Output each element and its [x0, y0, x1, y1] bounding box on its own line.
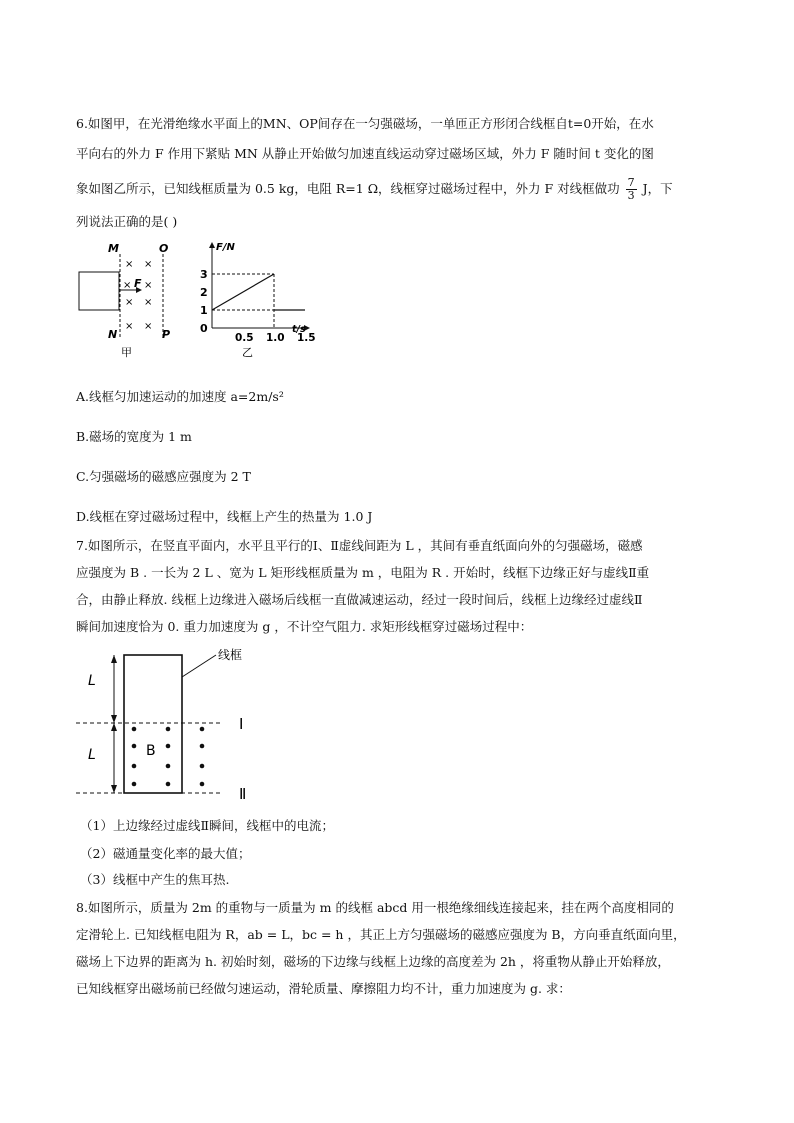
- y-axis-arrow: [209, 242, 215, 248]
- field-label-b: B: [146, 743, 156, 759]
- dim-arrow: [111, 785, 117, 793]
- q7-line-3: 合，由静止释放. 线框上边缘进入磁场后线框一直做减速运动，经过一段时间后，线框上边缘经过虚线Ⅱ: [76, 592, 643, 607]
- field-cross: ×: [125, 297, 134, 308]
- field-cross: ×: [123, 280, 132, 291]
- field-dot: [200, 782, 205, 787]
- field-dot: [132, 727, 137, 732]
- q6-line-3: [76, 177, 673, 202]
- field-dot: [200, 727, 205, 732]
- label-o: O: [159, 242, 169, 255]
- field-cross: ×: [144, 280, 153, 291]
- y-tick-label: 1: [200, 304, 208, 317]
- data-segment-1: [212, 274, 274, 310]
- y-tick-label: 0: [200, 322, 208, 335]
- rectangular-coil: [124, 655, 182, 793]
- field-cross: ×: [144, 259, 153, 270]
- dim-arrow: [111, 715, 117, 723]
- coil-label: 线框: [218, 648, 243, 662]
- field-cross: ×: [144, 297, 153, 308]
- dim-label-l-top: L: [88, 673, 96, 689]
- field-dot: [166, 764, 171, 769]
- y-tick-label: 3: [200, 268, 208, 281]
- field-dot: [166, 744, 171, 749]
- label-n: N: [108, 328, 118, 341]
- x-tick-label: 0.5: [235, 332, 254, 344]
- figure-jia: [74, 240, 184, 362]
- q8-line-4: 已知线框穿出磁场前已经做匀速运动，滑轮质量、摩擦阻力均不计，重力加速度为 g. 求：: [76, 981, 571, 996]
- work-fraction: [626, 177, 637, 202]
- q7-line-1: 7.如图所示，在竖直平面内，水平且平行的Ⅰ、Ⅱ虚线间距为 L ，其间有垂直纸面向外的匀强磁场，磁感: [76, 538, 643, 553]
- q8-line-1: 8.如图所示，质量为 2m 的重物与一质量为 m 的线框 abcd 用一根绝缘细线连接起来，挂在两个高度相同的: [76, 900, 674, 915]
- chart-marks: [200, 268, 316, 344]
- field-dots: [132, 727, 205, 787]
- field-dot: [200, 744, 205, 749]
- q7-sub-1: （1）上边缘经过虚线Ⅱ瞬间，线框中的电流；: [80, 818, 334, 833]
- q7-line-4: 瞬间加速度恰为 0. 重力加速度为 g ，不计空气阻力. 求矩形线框穿过磁场过程中：: [76, 619, 533, 634]
- fraction-numerator: 7: [627, 176, 635, 189]
- caption-yi: 乙: [242, 346, 253, 359]
- field-dot: [132, 764, 137, 769]
- line-label-2: Ⅱ: [239, 785, 247, 803]
- field-dot: [200, 764, 205, 769]
- y-tick-label: 2: [200, 286, 208, 299]
- field-dot: [166, 782, 171, 787]
- figure-yi-chart: [196, 240, 316, 362]
- dim-label-l-bottom: L: [88, 747, 96, 763]
- field-dot: [132, 744, 137, 749]
- q6-option-d: D.线框在穿过磁场过程中，线框上产生的热量为 1.0 J: [76, 509, 373, 524]
- x-tick-label: 1.0: [266, 332, 285, 344]
- q6-line-2: 平向右的外力 F 作用下紧贴 MN 从静止开始做匀加速直线运动穿过磁场区域，外力 F 随时间 t 变化的图: [76, 146, 654, 161]
- q6-line-1: 6.如图甲，在光滑绝缘水平面上的MN、OP间存在一匀强磁场，一单匝正方形闭合线框自t=0开始，在水: [76, 116, 654, 131]
- field-cross: ×: [144, 321, 153, 332]
- label-f: F: [134, 277, 142, 290]
- q6-line-3a: 象如图乙所示，已知线框质量为 0.5 kg，电阻 R=1 Ω，线框穿过磁场过程中，外力 F 对线框做功: [76, 181, 620, 196]
- x-tick-label: 1.5: [297, 332, 316, 344]
- q6-option-a: A.线框匀加速运动的加速度 a=2m/s²: [76, 389, 284, 404]
- label-m: M: [108, 242, 119, 255]
- label-p: P: [162, 328, 171, 341]
- fraction-denominator: 3: [627, 189, 635, 202]
- q8-line-2: 定滑轮上. 已知线框电阻为 R，ab = L，bc = h ，其正上方匀强磁场的磁感应强度为 B，方向垂直纸面向里，: [76, 927, 686, 942]
- square-coil: [79, 272, 119, 310]
- dim-arrow: [111, 655, 117, 663]
- q6-line-3b: J，下: [642, 181, 673, 196]
- field-cross: ×: [125, 259, 134, 270]
- q7-sub-3: （3）线框中产生的焦耳热.: [80, 872, 230, 887]
- field-dot: [132, 782, 137, 787]
- coil-leader-line: [182, 655, 216, 677]
- field-dot: [166, 727, 171, 732]
- dim-arrow: [111, 723, 117, 731]
- line-label-1: Ⅰ: [239, 715, 244, 733]
- y-axis-label: F/N: [216, 242, 235, 253]
- q7-sub-2: （2）磁通量变化率的最大值；: [80, 846, 251, 861]
- q6-line-4: 列说法正确的是( ): [76, 214, 178, 229]
- q6-option-b: B.磁场的宽度为 1 m: [76, 429, 192, 444]
- q6-option-c: C.匀强磁场的磁感应强度为 2 T: [76, 469, 251, 484]
- q7-line-2: 应强度为 B . 一长为 2 L 、宽为 L 矩形线框质量为 m ，电阻为 R . 开始时，线框下边缘正好与虚线Ⅱ重: [76, 565, 650, 580]
- caption-jia: 甲: [121, 346, 132, 359]
- field-cross: ×: [125, 321, 134, 332]
- q8-line-3: 磁场上下边界的距离为 h. 初始时刻，磁场的下边缘与线框上边缘的高度差为 2h ，将重物从静止开始释放，: [76, 954, 670, 969]
- figure-q7: [76, 645, 266, 807]
- x-axis-label: t/s: [292, 324, 306, 335]
